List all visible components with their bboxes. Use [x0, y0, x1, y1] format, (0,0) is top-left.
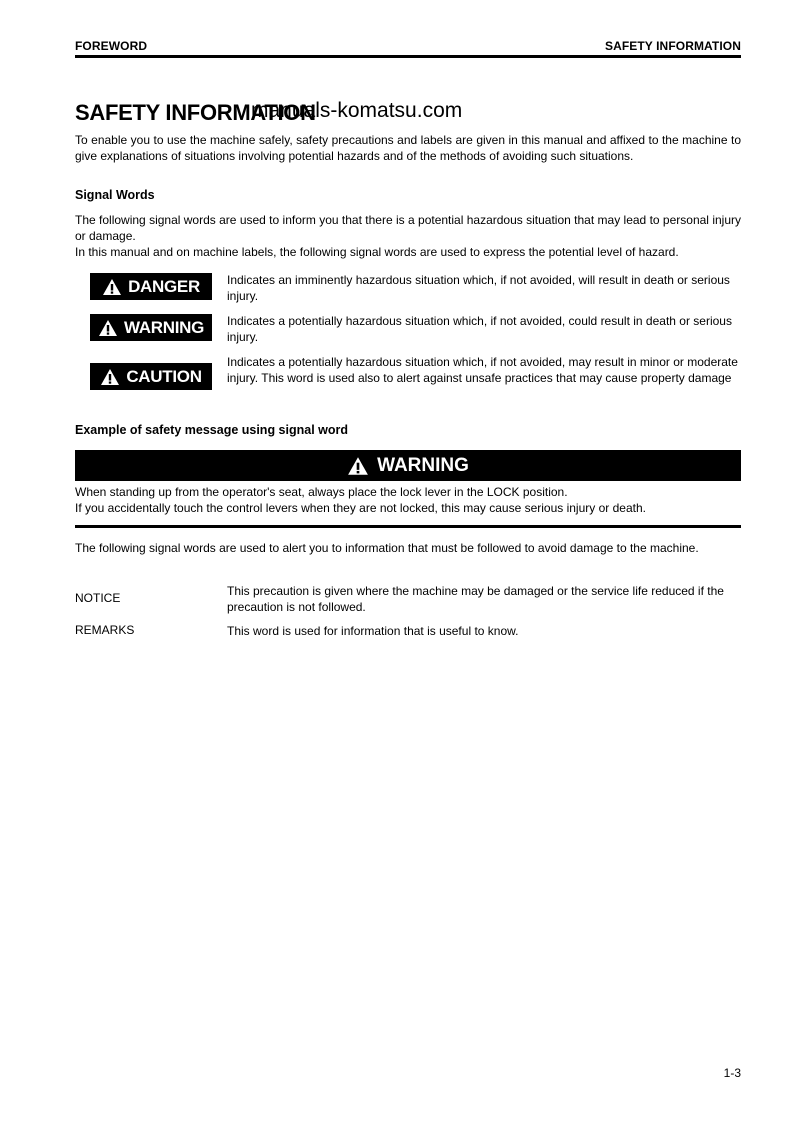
badge-label: WARNING — [123, 317, 205, 337]
warning-description: Indicates a potentially hazardous situation which, if not avoided, could result in death or serious injury. — [227, 314, 732, 344]
caution-badge — [90, 363, 212, 390]
header-divider — [75, 55, 741, 58]
danger-badge — [90, 273, 212, 300]
header-section-right: SAFETY INFORMATION — [604, 39, 741, 53]
warning-badge — [90, 314, 212, 341]
warning-triangle-icon — [98, 319, 118, 337]
example-bottom-rule — [75, 525, 741, 528]
page-title: SAFETY INFORMATION — [75, 100, 316, 125]
watermark: manuals-komatsu.com — [251, 99, 463, 122]
example-warning-bar — [75, 450, 741, 481]
warning-triangle-icon — [347, 456, 369, 476]
example-line-1: When standing up from the operator's seat, always place the lock lever in the LOCK position. — [75, 485, 568, 499]
page-number: 1-3 — [723, 1066, 741, 1080]
signal-words-para2: In this manual and on machine labels, the following signal words are used to express the potential level of hazard. — [75, 245, 679, 259]
example-message — [75, 484, 741, 516]
danger-description: Indicates an imminently hazardous situation which, if not avoided, will result in death or serious injury. — [227, 273, 730, 303]
signal-words-heading: Signal Words — [75, 188, 155, 202]
intro-paragraph: To enable you to use the machine safely, safety precautions and labels are given in this manual and affixed to the machine to give explanations of situations involving potential hazards and of the methods of avoiding such situations. — [75, 133, 741, 163]
header-section-left: FOREWORD — [75, 39, 148, 53]
caution-description: Indicates a potentially hazardous situation which, if not avoided, may result in minor or moderate injury. This word is used also to alert against unsafe practices that may cause property damage — [227, 355, 738, 385]
remarks-description: This word is used for information that is useful to know. — [227, 624, 519, 638]
badge-label: DANGER — [128, 276, 200, 296]
badge-label: CAUTION — [126, 366, 202, 386]
signal-words-para1: The following signal words are used to inform you that there is a potential hazardous situation that may lead to personal injury or damage. — [75, 213, 741, 243]
example-heading: Example of safety message using signal word — [75, 423, 349, 437]
example-line-2: If you accidentally touch the control levers when they are not locked, this may cause serious injury or death. — [75, 501, 646, 515]
warning-triangle-icon — [102, 278, 122, 296]
notice-intro: The following signal words are used to alert you to information that must be followed to avoid damage to the machine. — [75, 541, 699, 555]
remarks-term: REMARKS — [75, 623, 135, 637]
warning-triangle-icon — [100, 368, 120, 386]
warning-bar-label: WARNING — [377, 454, 469, 476]
notice-term: NOTICE — [75, 591, 121, 605]
notice-description: This precaution is given where the machine may be damaged or the service life reduced if the precaution is not followed. — [227, 584, 724, 614]
